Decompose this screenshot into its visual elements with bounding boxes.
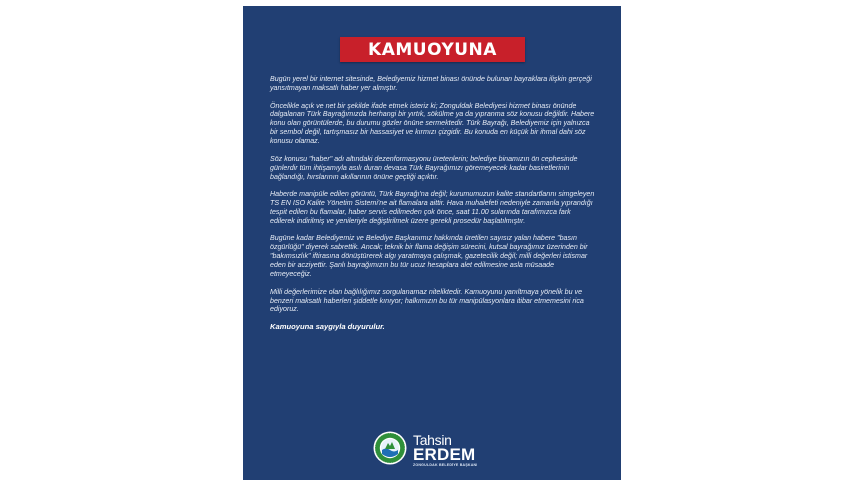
heading-banner-wrap xyxy=(270,37,595,62)
signature-first-name: Tahsin xyxy=(413,432,452,448)
signature-block xyxy=(373,431,523,471)
paragraph-2: Öncelikle açık ve net bir şekilde ifade etmek isteriz ki; Zonguldak Belediyesi hizmet binası önünde dalgalanan Türk Bayrağımızda herhangi bir yırtık, sökülme ya da yıpranma söz konusu değildir. Habere konu olan görüntülerde, bu durumu gözler önüne sermektedir. Türk Bayrağı, Belediyemiz için yalnızca bir sembol değil, tartışmasız bir hassasiyet ve kırmızı çizgidir. Bu konuda en küçük bir ihmal dahi söz konusu olamaz. xyxy=(270,101,595,146)
signature-text xyxy=(413,433,478,468)
municipality-seal-icon xyxy=(373,431,407,465)
statement-poster xyxy=(243,6,621,480)
closing-line: Kamuoyuna saygıyla duyurulur. xyxy=(270,322,385,332)
signature-title: ZONGULDAK BELEDİYE BAŞKANI xyxy=(413,463,478,467)
paragraph-3: Söz konusu "haber" adı altındaki dezenformasyonu üretenlerin; belediye binamızın ön cephesinde günlerdir tüm ihtişamıyla asılı duran devasa Türk Bayrağımızı göremeyecek kadar basiretlerinin bağlandığı, hırslarının akıllarının önüne geçtiği açıktır. xyxy=(270,154,578,181)
paragraph-6: Milli değerlerimize olan bağlılığımız sorgulanamaz niteliktedir. Kamuoyunu yanıltmaya yönelik bu ve benzeri maksatlı haberleri şiddetle kınıyor; halkımızın bu tür manipülasyonlara itibar etmemesini rica ediyoruz. xyxy=(270,287,584,314)
paragraph-5: Bugüne kadar Belediyemiz ve Belediye Başkanımız hakkında üretilen sayısız yalan habere "basın özgürlüğü" diyerek sabrettik. Ancak; teknik bir flama değişim sürecini, kutsal bayrağımız üzerinden bir "bakımsızlık" iftirasına dönüştürerek algı yaratmaya çalışmak, gazetecilik değil; milli değerleri istismar eden bir acziyettir. Şanlı bayrağımızın bu tür ucuz hesaplara alet edilmesine asla müsaade etmeyeceğiz. xyxy=(270,234,588,279)
paragraph-4: Haberde manipüle edilen görüntü, Türk Bayrağı'na değil; kurumumuzun kalite standartlarını simgeleyen TS EN ISO Kalite Yönetim Sistemi'ne ait flamalara aittir. Hava muhalefeti nedeniyle zamanla yıprandığı tespit edilen bu flamalar, haber servis edilmeden çok önce, saat 11.00 sularında tarafımızca fark edilerek indirilmiş ve yenileriyle değiştirilmek üzere gerekli prosedür başlatılmıştır. xyxy=(270,190,595,225)
paragraph-1: Bugün yerel bir internet sitesinde, Belediyemiz hizmet binası önünde bulunan bayraklara ilişkin gerçeği yansıtmayan maksatlı haber yer almıştır. xyxy=(270,75,592,92)
signature-last-name: ERDEM xyxy=(413,445,476,464)
heading-banner: KAMUOYUNA xyxy=(340,37,525,62)
